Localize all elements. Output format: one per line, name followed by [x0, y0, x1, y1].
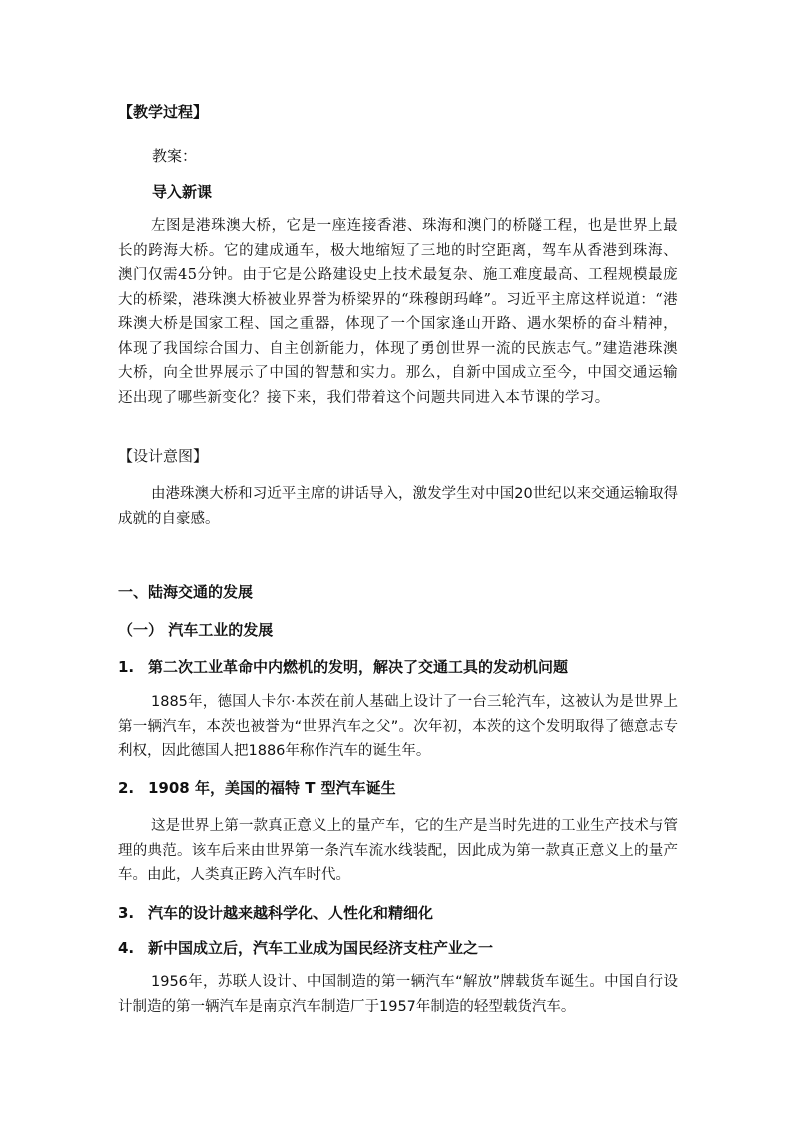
section-heading-teaching-process: 【教学过程】: [118, 103, 209, 121]
design-intent-paragraph: 由港珠澳大桥和习近平主席的讲话导入，激发学生对中国20世纪以来交通运输取得成就的自豪感。: [118, 486, 678, 527]
lesson-plan-label: 教案：: [152, 147, 198, 165]
item-number: 2.: [118, 779, 135, 797]
sub1-heading: （一） 汽车工业的发展: [118, 621, 274, 639]
item-title: 新中国成立后，汽车工业成为国民经济支柱产业之一: [148, 939, 494, 957]
item-number: 4.: [118, 939, 135, 957]
item-title: 第二次工业革命中内燃机的发明，解决了交通工具的发动机问题: [148, 658, 569, 676]
item-3-heading: [118, 903, 678, 923]
item-title: 汽车的设计越来越科学化、人性化和精细化: [148, 904, 434, 922]
item-4-paragraph: 1956年，苏联人设计、中国制造的第一辆汽车“解放”牌载货车诞生。中国自行设计制造的第一辆汽车是南京汽车制造厂于1957年制造的轻型载货汽车。: [118, 974, 678, 1015]
intro-paragraph: 左图是港珠澳大桥，它是一座连接香港、珠海和澳门的桥隧工程，也是世界上最长的跨海大桥。它的建成通车，极大地缩短了三地的时空距离，驾车从香港到珠海、澳门仅需45分钟。由于它是公路建设史上技术最复杂、施工难度最高、工程规模最庞大的桥梁，港珠澳大桥被业界誉为桥梁界的“珠穆朗玛峰”。习近平主席这样说道：“港珠澳大桥是国家工程、国之重器，体现了一个国家逢山开路、遇水架桥的奋斗精神，体现了我国综合国力、自主创新能力，体现了勇创世界一流的民族志气。”建造港珠澳大桥，向全世界展示了中国的智慧和实力。那么，自新中国成立至今，中国交通运输还出现了哪些新变化？接下来，我们带着这个问题共同进入本节课的学习。: [118, 218, 678, 406]
item-2-heading: [118, 778, 678, 798]
section-heading-design-intent: 【设计意图】: [118, 447, 209, 465]
item-4-heading: [118, 938, 678, 958]
item-1-paragraph: 1885年，德国人卡尔·本茨在前人基础上设计了一台三轮汽车，这被认为是世界上第一辆汽车，本茨也被誉为“世界汽车之父”。次年初，本茨的这个发明取得了德意志专利权，因此德国人把1886年称作汽车的诞生年。: [118, 694, 678, 759]
item-number: 3.: [118, 904, 135, 922]
item-1-heading: [118, 657, 678, 677]
item-title: 1908 年，美国的福特 T 型汽车诞生: [148, 779, 396, 797]
item-2-paragraph: 这是世界上第一款真正意义上的量产车，它的生产是当时先进的工业生产技术与管理的典范。该车后来由世界第一条汽车流水线装配，因此成为第一款真正意义上的量产车。由此，人类真正跨入汽车时代。: [118, 818, 678, 883]
part1-heading: 一、陆海交通的发展: [118, 583, 254, 601]
item-number: 1.: [118, 658, 135, 676]
intro-heading: 导入新课: [152, 183, 213, 201]
